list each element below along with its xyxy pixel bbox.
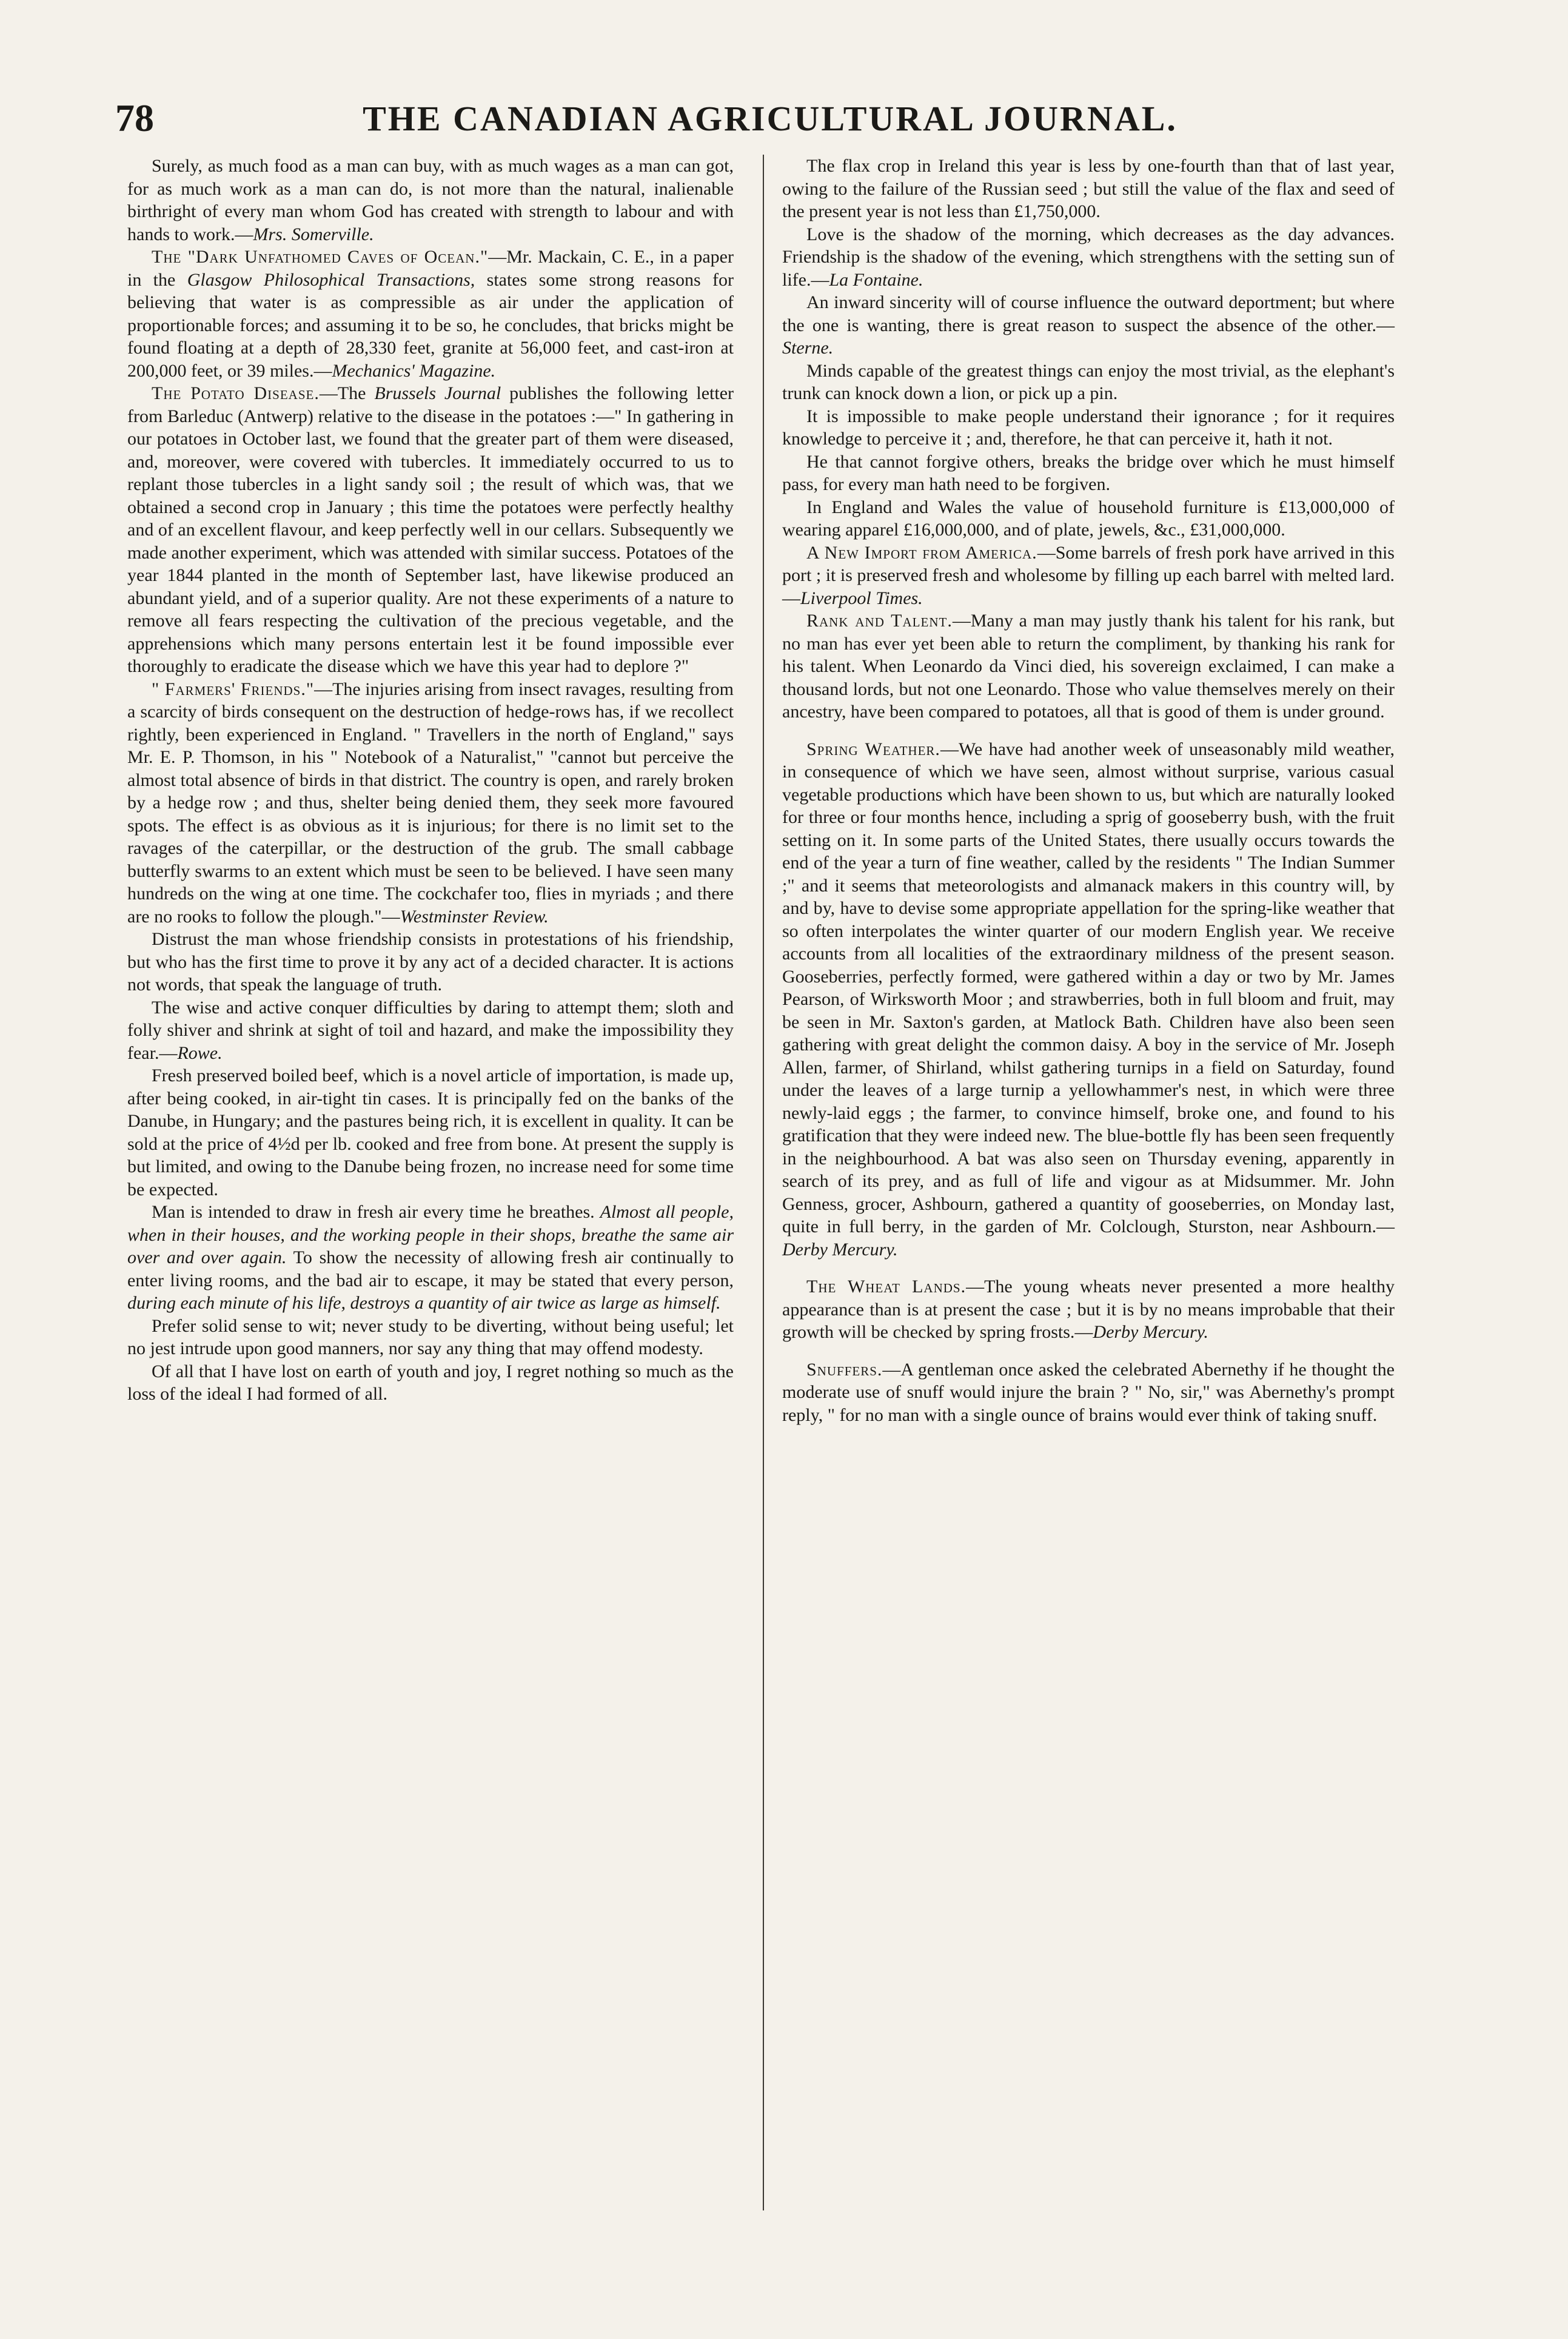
article-sincerity: An inward sincerity will of course influence the outward deportment; but where the one is wanting, there is great reason to suspect the absence of the other.—Sterne. xyxy=(782,292,1395,358)
source-citation: Mrs. Somerville. xyxy=(253,224,374,244)
article-ideal: Of all that I have lost on earth of youth and joy, I regret nothing so much as the loss of the ideal I had formed of all. xyxy=(127,1361,734,1404)
article-heading: Rank and Talent. xyxy=(806,611,953,631)
source-citation: Westminster Review. xyxy=(400,906,549,927)
article-potato-disease: The Potato Disease.—The Brussels Journal publishes the following letter from Barleduc (Antwerp) relative to the disease in the potatoes :—" In gathering in our potatoes in October last, we found that the greater part of them were diseased, and, moreover, were covered with tubercles. It immediately occurred to us to replant those tubercles in a light sandy soil ; the result of which was, that we obtained a second crop in January ; this time the potatoes were perfectly healthy and of an excellent flavour, and keep perfectly well in our cellars. Subsequently we made another experiment, which was attended with similar success. Potatoes of the year 1844 planted in the month of September last, have likewise produced an abundant yield, and of a superior quality. Are not these experiments of a nature to remove all fears respecting the cultivation of the precious vegetable, and the apprehensions which many persons entertain lest it be found impossible ever thoroughly to eradicate the disease which we have this year had to deplore ?" xyxy=(127,383,734,676)
article-rank-talent: Rank and Talent.—Many a man may justly thank his talent for his rank, but no man has ever yet been able to return the compliment, by thanking his rank for his talent. When Leonardo da Vinci died, his sovereign exclaimed, I can make a thousand lords, but not one Leonardo. Those who value themselves merely on their ancestry, have been compared to potatoes, all that is good of them is under ground. xyxy=(782,611,1395,722)
source-citation: Mechanics' Magazine. xyxy=(332,360,496,381)
article-friendship: Distrust the man whose friendship consists in protestations of his friendship, but who has the first time to prove it by any act of a decided character. It is actions not words, that speak the language of truth. xyxy=(127,929,734,995)
source-citation: Derby Mercury. xyxy=(1093,1322,1208,1342)
article-household-value: In England and Wales the value of household furniture is £13,000,000 of wearing apparel £16,000,000, and of plate, jewels, &c., £31,000,000. xyxy=(782,497,1395,540)
article-ignorance: It is impossible to make people understand their ignorance ; for it requires knowledge to perceive it ; and, therefore, he that can perceive it, hath it not. xyxy=(782,406,1395,449)
article-farmers-friends: " Farmers' Friends."—The injuries arising from insect ravages, resulting from a scarcity of birds consequent on the destruction of hedge-rows has, if we recollect rightly, been experienced in England. " Travellers in the north of England," says Mr. E. P. Thomson, in his " Notebook of a Naturalist," "cannot but perceive the almost total absence of birds in that district. The country is open, and rarely broken by a hedge row ; and thus, shelter being denied them, they seek more favoured spots. The effect is as obvious as it is injurious; for there is no limit set to the ravages of the caterpillar, or the destruction of the grub. The small cabbage butterfly swarms to an extent which must be seen to be believed. I have seen many hundreds on the wing at one time. The cockchafer too, flies in myriads ; and there are no rooks to follow the plough."—Westminster Review. xyxy=(127,679,734,927)
article-love-friendship: Love is the shadow of the morning, which decreases as the day advances. Friendship is the shadow of the evening, which strengthens with the setting sun of life.—La Fontaine. xyxy=(782,224,1395,290)
article-heading: Snuffers. xyxy=(806,1359,883,1380)
right-column xyxy=(782,155,1395,1426)
article-new-import: A New Import from America.—Some barrels of fresh pork have arrived in this port ; it is preserved fresh and wholesome by filling up each barrel with melted lard.—Liverpool Times. xyxy=(782,542,1395,608)
source-citation: Sterne. xyxy=(782,338,834,358)
article-heading: A New Import from America. xyxy=(806,542,1037,563)
source-citation: Rowe. xyxy=(177,1042,223,1063)
article-fresh-air: Man is intended to draw in fresh air every time he breathes. Almost all people, when in their houses, and the working people in their shops, breathe the same air over and over again. To show the necessity of allowing fresh air continually to enter living rooms, and the bad air to escape, it may be stated that every person, during each minute of his life, destroys a quantity of air twice as large as himself. xyxy=(127,1202,734,1313)
article-heading: Spring Weather. xyxy=(806,739,940,759)
source-citation: Derby Mercury. xyxy=(782,1239,898,1260)
source-citation: La Fontaine. xyxy=(829,269,923,290)
article-snuffers: Snuffers.—A gentleman once asked the celebrated Abernethy if he thought the moderate use of snuff would injure the brain ? " No, sir," was Abernethy's prompt reply, " for no man with a single ounce of brains would ever think of taking snuff. xyxy=(782,1359,1395,1425)
article-flax-crop: The flax crop in Ireland this year is less by one-fourth than that of last year, owing to the failure of the Russian seed ; but still the value of the flax and seed of the present year is not less than £1,750,000. xyxy=(782,156,1395,221)
article-heading: The Potato Disease. xyxy=(152,383,320,403)
article-forgive: He that cannot forgive others, breaks the bridge over which he must himself pass, for every man hath need to be forgiven. xyxy=(782,451,1395,494)
article-minds: Minds capable of the greatest things can enjoy the most trivial, as the elephant's trunk can knock down a lion, or pick up a pin. xyxy=(782,360,1395,403)
page-number: 78 xyxy=(115,96,154,139)
source-citation: Liverpool Times. xyxy=(800,588,923,608)
article-ocean-caves: The "Dark Unfathomed Caves of Ocean."—Mr. Mackain, C. E., in a paper in the Glasgow Philosophical Transactions, states some strong reasons for believing that water is as compressible as air under the application of proportionable forces; and assuming it to be so, he concludes, that bricks might be found floating at a depth of 28,330 feet, granite at 56,000 feet, and cast-iron at 200,000 feet, or 39 miles.—Mechanics' Magazine. xyxy=(127,247,734,381)
article-preserved-beef: Fresh preserved boiled beef, which is a novel article of importation, is made up, after being cooked, in air-tight tin cases. It is principally fed on the banks of the Danube, in Hungary; and the pastures being rich, it is excellent in quality. It can be sold at the price of 4½d per lb. cooked and free from bone. At present the supply is but limited, and owing to the Danube being frozen, no increase need for some time be expected. xyxy=(127,1065,734,1200)
column-divider xyxy=(763,155,764,2210)
journal-title: THE CANADIAN AGRICULTURAL JOURNAL. xyxy=(363,99,1178,138)
page-header xyxy=(115,91,1425,146)
article-heading: The "Dark Unfathomed Caves of Ocean." xyxy=(152,247,489,267)
article-solid-sense: Prefer solid sense to wit; never study to be diverting, without being useful; let no jest intrude upon good manners, nor say any thing that may offend modesty. xyxy=(127,1315,734,1358)
left-column xyxy=(127,155,734,1406)
article-wages: Surely, as much food as a man can buy, with as much wages as a man can got, for as much work as a man can do, is not more than the natural, inalienable birthright of every man whom God has created with strength to labour and with hands to work.—Mrs. Somerville. xyxy=(127,156,734,244)
article-difficulties: The wise and active conquer difficulties by daring to attempt them; sloth and folly shiver and shrink at sight of toil and hazard, and make the impossibility they fear.—Rowe. xyxy=(127,997,734,1063)
article-wheat-lands: The Wheat Lands.—The young wheats never presented a more healthy appearance than is at present the case ; but it is by no means improbable that their growth will be checked by spring frosts.—Derby Mercury. xyxy=(782,1277,1395,1342)
article-spring-weather: Spring Weather.—We have had another week of unseasonably mild weather, in consequence of which we have seen, almost without surprise, various casual vegetable productions which have been shown to us, but which are naturally looked for three or four months hence, including a sprig of gooseberry bush, with the fruit setting on it. In some parts of the United States, there usually occurs towards the end of the year a turn of fine weather, called by the residents " The Indian Summer ;" and it seems that meteorologists and almanack makers in this country will, by and by, have to devise some appropriate appellation for the spring-like weather that so often interpolates the winter quarter of our modern English year. We receive accounts from all localities of the extraordinary mildness of the present season. Gooseberries, perfectly formed, were gathered within a day or two by Mr. James Pearson, of Wirksworth Moor ; and strawberries, both in full bloom and fruit, may be seen in Mr. Saxton's garden, at Matlock Bath. Children have also been seen gathering with great delight the common daisy. A boy in the service of Mr. Joseph Allen, farmer, of Shirland, whilst gathering turnips in a field on Saturday, found under the leaves of a large turnip a yellowhammer's nest, in which were three newly-laid eggs ; the farmer, to convince himself, broke one, and found to his gratification that they were indeed new. The blue-bottle fly has been seen frequently in the neighbourhood. A bat was also seen on Thursday evening, apparently in search of its prey, and as full of life and vigour as at Midsummer. Mr. John Genness, grocer, Ashbourn, gathered a quantity of gooseberries, on Monday last, quite in full berry, in the garden of Mr. Colclough, Sturston, near Ashbourn.—Derby Mercury. xyxy=(782,739,1395,1260)
article-heading: The Wheat Lands. xyxy=(806,1277,967,1297)
article-heading: " Farmers' Friends." xyxy=(152,679,315,699)
